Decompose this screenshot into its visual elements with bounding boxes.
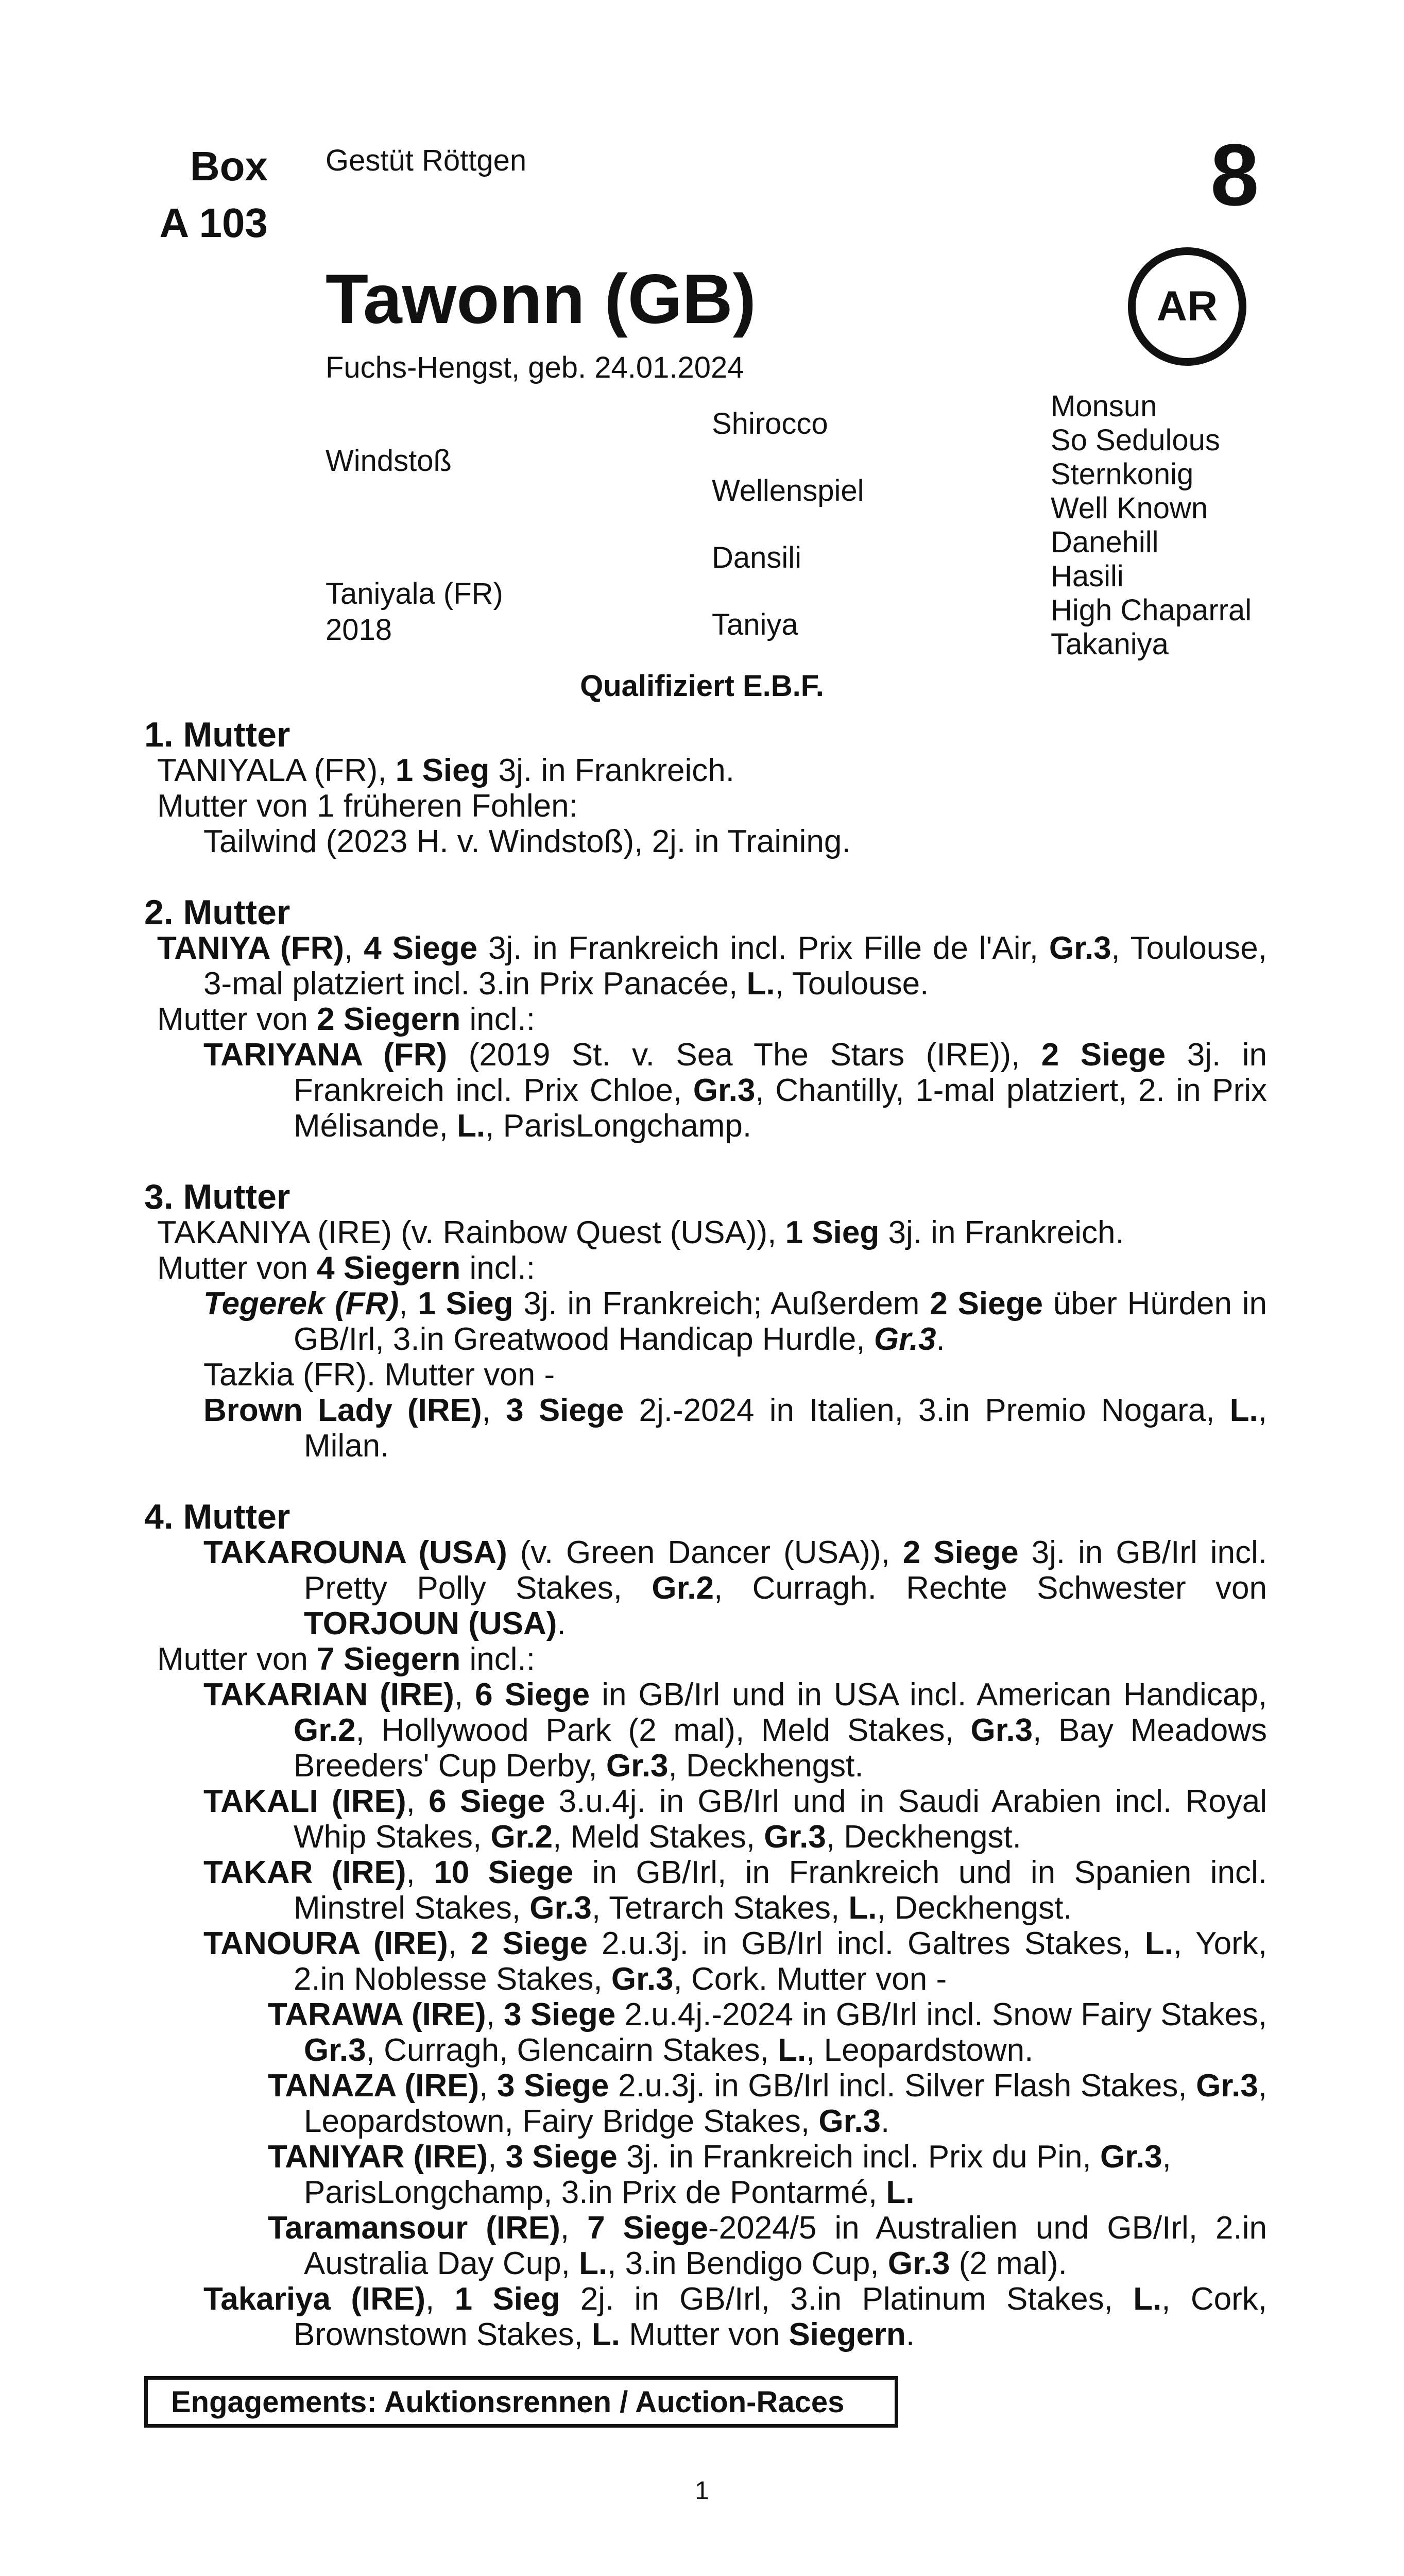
produce-entry: TAKAR (IRE), 10 Siege in GB/Irl, in Frankreich und in Spanien incl. Minstrel Stakes, Gr.3, Tetrarch Stakes, L., Deckhengst. bbox=[203, 1855, 1267, 1926]
section-heading: 4. Mutter bbox=[144, 1497, 290, 1536]
ar-badge-label: AR bbox=[1156, 283, 1218, 330]
produce-entry: TARIYANA (FR) (2019 St. v. Sea The Stars (IRE)), 2 Siege 3j. in Frankreich incl. Prix Chloe, Gr.3, Chantilly, 1-mal platziert, 2. in Prix Mélisande, L., ParisLongchamp. bbox=[203, 1037, 1267, 1144]
produce-entry: TANOURA (IRE), 2 Siege 2.u.3j. in GB/Irl incl. Galtres Stakes, L., York, 2.in Noblesse Stakes, Gr.3, Cork. Mutter von - bbox=[203, 1926, 1267, 1997]
pedigree-grandparent: Shirocco bbox=[712, 407, 828, 440]
lot-number: 8 bbox=[1210, 126, 1259, 224]
third-dam-section bbox=[144, 1179, 1267, 1464]
section-heading: 2. Mutter bbox=[144, 893, 290, 932]
pedigree-sire: Windstoß bbox=[326, 444, 452, 478]
produce-entry: Takariya (IRE), 1 Sieg 2j. in GB/Irl, 3.in Platinum Stakes, L., Cork, Brownstown Stakes, L. Mutter von Siegern. bbox=[203, 2281, 1267, 2352]
fourth-dam-section bbox=[144, 1499, 1267, 2352]
family-section bbox=[144, 717, 1267, 2388]
engagements-text: Engagements: Auktionsrennen / Auction-Races bbox=[171, 2385, 845, 2419]
pedigree-great-grandparent: Danehill bbox=[1051, 526, 1159, 559]
produce-intro: Mutter von 1 früheren Fohlen: bbox=[157, 788, 578, 824]
first-dam-section bbox=[144, 717, 1267, 859]
horse-description: Fuchs-Hengst, geb. 24.01.2024 bbox=[326, 351, 744, 384]
page-number: 1 bbox=[695, 2476, 709, 2505]
pedigree-dam-year: 2018 bbox=[326, 613, 392, 647]
produce-intro: Mutter von 4 Siegern incl.: bbox=[157, 1250, 535, 1286]
box-label bbox=[129, 138, 268, 251]
pedigree-grandparent: Taniya bbox=[712, 608, 798, 641]
pedigree-great-grandparent: Takaniya bbox=[1051, 628, 1169, 661]
produce-intro: Mutter von 2 Siegern incl.: bbox=[157, 1002, 535, 1037]
pedigree-great-grandparent: High Chaparral bbox=[1051, 594, 1252, 627]
pedigree-grandparent: Dansili bbox=[712, 541, 802, 574]
grandproduce-entry: TANIYAR (IRE), 3 Siege 3j. in Frankreich incl. Prix du Pin, Gr.3, ParisLongchamp, 3.in Prix de Pontarmé, L. bbox=[268, 2139, 1171, 2210]
grandproduce-entry: Brown Lady (IRE), 3 Siege 2j.-2024 in Italien, 3.in Premio Nogara, L., Milan. bbox=[203, 1393, 1268, 1464]
qualification-note: Qualifiziert E.B.F. bbox=[580, 669, 824, 703]
pedigree-dam: Taniyala (FR) bbox=[326, 577, 503, 611]
pedigree-great-grandparent: Well Known bbox=[1051, 492, 1208, 525]
pedigree-great-grandparent: Monsun bbox=[1051, 389, 1157, 423]
second-dam-section bbox=[144, 895, 1267, 1144]
produce-entry: TAKARIAN (IRE), 6 Siege in GB/Irl und in USA incl. American Handicap, Gr.2, Hollywood Park (2 mal), Meld Stakes, Gr.3, Bay Meadows Breeders' Cup Derby, Gr.3, Deckhengst. bbox=[203, 1677, 1268, 1784]
section-heading: 3. Mutter bbox=[144, 1177, 290, 1216]
box-label-word: Box bbox=[190, 143, 268, 189]
grandproduce-entry: Taramansour (IRE), 7 Siege-2024/5 in Australien und GB/Irl, 2.in Australia Day Cup, L., 3.in Bendigo Cup, Gr.3 (2 mal). bbox=[268, 2210, 1268, 2281]
box-number: A 103 bbox=[159, 200, 268, 246]
grandproduce-entry: TARAWA (IRE), 3 Siege 2.u.4j.-2024 in GB/Irl incl. Snow Fairy Stakes, Gr.3, Curragh, Glencairn Stakes, L., Leopardstown. bbox=[268, 1997, 1267, 2068]
section-heading: 1. Mutter bbox=[144, 715, 290, 754]
engagements-box bbox=[144, 2376, 898, 2428]
pedigree-great-grandparent: Hasili bbox=[1051, 560, 1124, 593]
produce-entry: Tazkia (FR). Mutter von - bbox=[203, 1357, 555, 1393]
produce-entry: TAKALI (IRE), 6 Siege 3.u.4j. in GB/Irl und in Saudi Arabien incl. Royal Whip Stakes, Gr.2, Meld Stakes, Gr.3, Deckhengst. bbox=[203, 1784, 1267, 1855]
grandproduce-entry: TANAZA (IRE), 3 Siege 2.u.3j. in GB/Irl incl. Silver Flash Stakes, Gr.3, Leopardstown, Fairy Bridge Stakes, Gr.3. bbox=[268, 2068, 1268, 2139]
pedigree-grandparent: Wellenspiel bbox=[712, 474, 864, 507]
dam-entry: TANIYALA (FR), 1 Sieg 3j. in Frankreich. bbox=[157, 753, 734, 788]
dam-entry: TAKANIYA (IRE) (v. Rainbow Quest (USA)), 1 Sieg 3j. in Frankreich. bbox=[157, 1215, 1124, 1250]
produce-entry: Tegerek (FR), 1 Sieg 3j. in Frankreich; Außerdem 2 Siege über Hürden in GB/Irl, 3.in Greatwood Handicap Hurdle, Gr.3. bbox=[203, 1286, 1267, 1357]
ar-badge bbox=[1128, 247, 1246, 366]
pedigree-great-grandparent: Sternkonig bbox=[1051, 457, 1194, 491]
produce-entry: Tailwind (2023 H. v. Windstoß), 2j. in Training. bbox=[203, 824, 851, 859]
dam-entry: TAKAROUNA (USA) (v. Green Dancer (USA)), 2 Siege 3j. in GB/Irl incl. Pretty Polly Stakes, Gr.2, Curragh. Rechte Schwester von TORJOUN (USA). bbox=[203, 1535, 1267, 1641]
dam-entry: TANIYA (FR), 4 Siege 3j. in Frankreich incl. Prix Fille de l'Air, Gr.3, Toulouse, 3-mal platziert incl. 3.in Prix Panacée, L., Toulouse. bbox=[157, 930, 1267, 1002]
owner-name: Gestüt Röttgen bbox=[326, 144, 527, 177]
produce-intro: Mutter von 7 Siegern incl.: bbox=[157, 1641, 535, 1677]
pedigree-great-grandparent: So Sedulous bbox=[1051, 423, 1220, 457]
horse-name-title: Tawonn (GB) bbox=[326, 260, 756, 338]
